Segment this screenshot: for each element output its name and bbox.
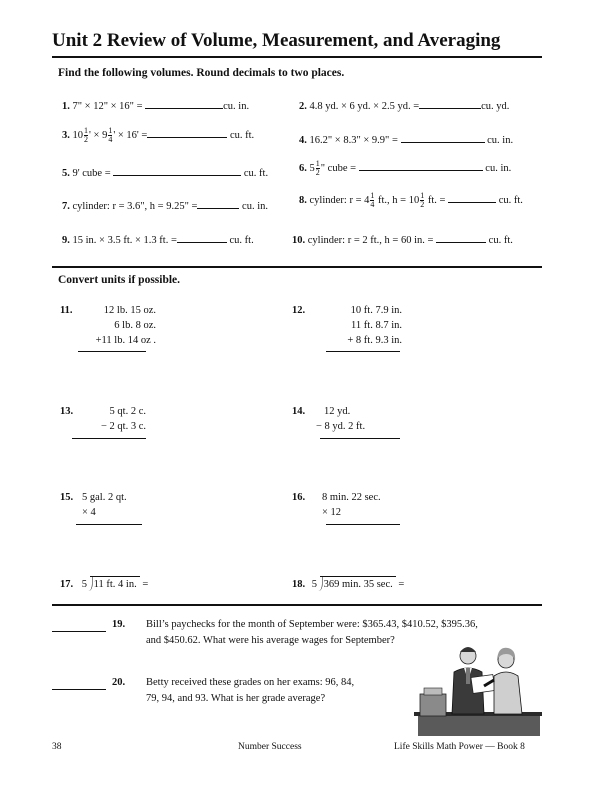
footer-book-title: Life Skills Math Power — Book 8 [394,742,525,752]
problem-number: 4. [299,135,307,146]
problem-11 [60,303,73,318]
problem-number: 2. [299,101,307,112]
section2-instruction: Convert units if possible. [58,274,181,286]
problem-text: 16.2" × 8.3" × 9.9" = [309,135,398,146]
word-problem-line: Bill’s paychecks for the month of September were: $365.43, $410.52, $395.36, [146,619,478,630]
work-row: × 4 [82,507,96,518]
problem-unit: cu. ft. [229,235,254,246]
problem-13 [60,404,73,419]
problem-5 [62,165,268,179]
work-row: − 2 qt. 3 c. [101,421,146,432]
problem-number: 8. [299,195,307,206]
problem-number: 20. [112,677,126,688]
problem-text: 10 [72,130,83,141]
problem-18 [292,576,404,592]
equals-sign: = [398,579,405,590]
problem-number: 10. [292,235,306,246]
work-row: − 8 yd. 2 ft. [316,421,366,432]
answer-blank[interactable] [197,198,239,209]
fraction: $\frac{1}{2}$ [315,159,320,178]
section1-instruction: Find the following volumes. Round decimals to two places. [58,67,345,79]
problem-number: 7. [62,201,70,212]
problem-20 [112,675,125,691]
problem-text: 4.8 yd. × 6 yd. × 2.5 yd. = [309,101,420,112]
footer-center: Number Success [238,742,302,752]
problem-number: 9. [62,235,70,246]
equals-sign: = [142,579,149,590]
problem-unit: cu. ft. [498,195,523,206]
problem-text: 7" × 12" × 16" = [72,101,143,112]
problem-unit: cu. ft. [488,235,513,246]
problem-text: cylinder: r = 2 ft., h = 60 in. = [307,235,434,246]
problem-number: 16. [292,492,306,503]
problem-unit: cu. in. [223,101,250,112]
answer-line [78,351,146,352]
problem-text: cylinder: r = 3.6", h = 9.25" = [72,201,198,212]
answer-blank[interactable] [359,160,483,171]
work-row: 12 yd. [324,406,351,417]
problem-text: 5 [309,163,315,174]
page-number: 38 [52,742,62,752]
problem-12-body [314,303,402,348]
problem-11-body [78,303,156,348]
problem-unit: cu. in. [487,135,514,146]
answer-blank[interactable] [113,165,241,176]
problem-16-body [322,490,381,520]
problem-17 [60,576,148,592]
answer-line [320,438,400,439]
fraction: $\frac{1}{4}$ [370,191,375,210]
problem-text: ft., h = 10 [375,195,420,206]
problem-text: " cube = [320,163,357,174]
problem-number: 14. [292,406,306,417]
problem-2 [299,98,509,112]
answer-blank[interactable] [177,232,227,243]
answer-blank-20[interactable] [52,689,106,690]
problem-unit: cu. in. [485,163,512,174]
answer-blank[interactable] [436,232,486,243]
problem-number: 6. [299,163,307,174]
problem-14 [292,404,305,419]
problem-number: 15. [60,492,74,503]
work-row: + 8 ft. 9.3 in. [347,335,402,346]
problem-text: 9' cube = [72,168,111,179]
fraction: $\frac{1}{2}$ [420,191,425,210]
work-row: 5 qt. 2 c. [109,406,146,417]
problem-number: 19. [112,619,126,630]
answer-line [72,438,146,439]
word-problem-line: and $450.62. What were his average wages for September? [146,635,395,646]
dividend: 11 ft. 4 in. [93,579,137,590]
long-division-bracket [90,576,140,592]
problem-1 [62,98,249,112]
problem-12 [292,303,305,318]
divisor: 5 [311,579,317,590]
problem-13-body [82,404,146,434]
problem-9 [62,232,254,246]
problem-19 [112,617,125,633]
problem-16 [292,490,305,505]
problem-3 [62,127,254,144]
problem-number: 11. [60,305,73,316]
problem-text: ' × 9 [89,130,108,141]
work-row: 11 ft. 8.7 in. [351,320,402,331]
word-problem-line: Betty received these grades on her exams: 96, 84, [146,677,355,688]
work-row: 6 lb. 8 oz. [114,320,156,331]
problem-number: 12. [292,305,306,316]
problem-20-text [146,675,406,707]
problem-number: 13. [60,406,74,417]
problem-unit: cu. ft. [229,130,255,141]
answer-blank[interactable] [448,192,496,203]
problem-10 [292,232,513,246]
work-row: +11 lb. 14 oz . [95,335,156,346]
problem-unit: cu. in. [242,201,268,212]
work-row: 8 min. 22 sec. [322,492,381,503]
problem-4 [299,132,513,146]
problem-number: 18. [292,579,306,590]
problem-number: 1. [62,101,70,112]
section-rule [52,266,542,268]
problem-number: 5. [62,168,70,179]
problem-text: 15 in. × 3.5 ft. × 1.3 ft. = [72,235,177,246]
problem-15-body [82,490,127,520]
word-problem-line: 79, 94, and 93. What is her grade average? [146,693,326,704]
dividend: 369 min. 35 sec. [323,579,393,590]
work-row: 12 lb. 15 oz. [103,305,156,316]
problem-text: cylinder: r = 4 [309,195,370,206]
work-row: 10 ft. 7.9 in. [350,305,402,316]
answer-blank[interactable] [147,127,227,138]
answer-line [76,524,142,525]
long-division-bracket [320,576,396,592]
work-row: 5 gal. 2 qt. [82,492,127,503]
problem-text: ' × 16' = [113,130,148,141]
problem-15 [60,490,73,505]
page-title: Unit 2 Review of Volume, Measurement, and Averaging [52,30,501,51]
problem-unit: cu. ft. [243,168,269,179]
problem-6 [299,160,511,177]
section-rule [52,604,542,606]
title-rule [52,56,542,58]
problem-number: 17. [60,579,74,590]
answer-line [326,524,400,525]
office-workers-illustration [414,640,542,736]
fraction: $\frac{1}{4}$ [108,126,113,145]
answer-blank-19[interactable] [52,631,106,632]
problem-8 [299,192,523,209]
problem-7 [62,198,268,212]
problem-number: 3. [62,130,70,141]
problem-14-body [316,404,365,434]
problem-text: ft. = [425,195,446,206]
fraction: $\frac{1}{2}$ [84,126,88,145]
answer-line [326,351,400,352]
answer-blank[interactable] [145,98,223,109]
answer-blank[interactable] [401,132,485,143]
problem-unit: cu. yd. [481,101,510,112]
answer-blank[interactable] [419,98,481,109]
divisor: 5 [81,579,87,590]
work-row: × 12 [322,507,342,518]
